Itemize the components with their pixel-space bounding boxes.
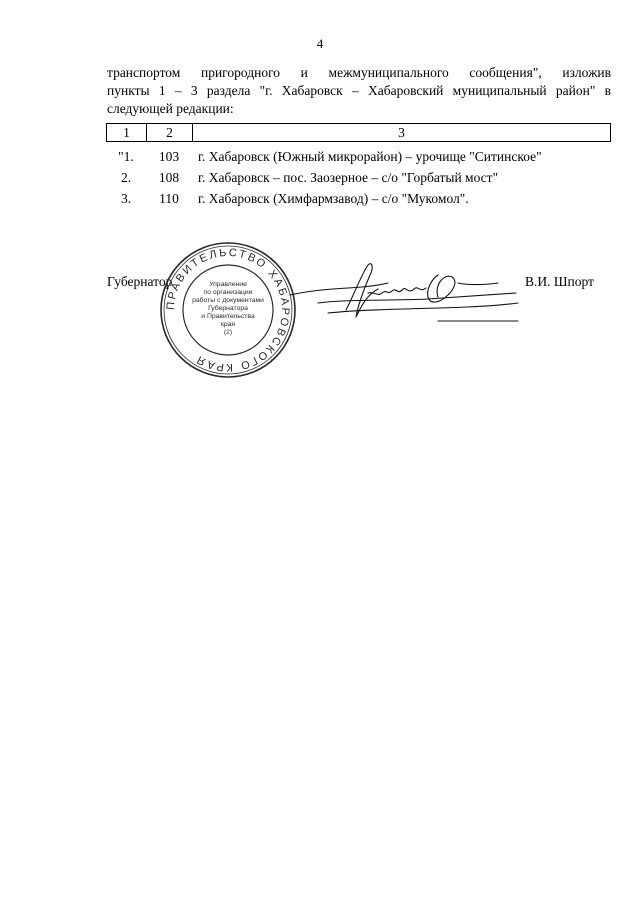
column-header-3: 3 xyxy=(193,124,611,142)
page-number: 4 xyxy=(316,36,324,51)
row-number: 3. xyxy=(120,190,132,206)
handwritten-signature-icon xyxy=(288,255,523,335)
route-list xyxy=(106,146,611,209)
seal-center-line: и Правительства xyxy=(201,313,255,320)
signatory-name: В.И. Шпорт xyxy=(525,274,594,289)
seal-ring-text: ПРАВИТЕЛЬСТВО ХАБАРОВСКОГО КРАЯ xyxy=(164,246,292,374)
route-code: 110 xyxy=(159,190,179,206)
row-number: 2. xyxy=(120,169,132,185)
intro-paragraph xyxy=(107,64,611,118)
intro-line: пункты 1 – 3 раздела "г. Хабаровск – Хабаровский муниципальный район" в xyxy=(107,83,611,98)
table-header xyxy=(106,123,611,142)
seal-center-line: (2) xyxy=(223,329,233,336)
column-header-2: 2 xyxy=(147,124,193,142)
seal-center-line: по организации xyxy=(203,289,253,296)
seal-center-line: Губернатора xyxy=(208,305,248,312)
signatory-title: Губернатор xyxy=(107,274,173,289)
table-row xyxy=(106,188,611,209)
intro-line: транспортом пригородного и межмуниципального сообщения", изложив xyxy=(107,65,611,80)
row-number: "1. xyxy=(118,148,134,164)
route-code: 103 xyxy=(158,148,180,164)
route-code: 108 xyxy=(158,169,180,185)
route-description: г. Хабаровск (Химфармзавод) – с/о "Мукомол". xyxy=(198,190,469,206)
route-description: г. Хабаровск – пос. Заозерное – с/о "Горбатый мост" xyxy=(198,169,499,185)
seal-center-line: работы с документами xyxy=(192,297,264,304)
table-row xyxy=(106,167,611,188)
seal-center-line: края xyxy=(220,321,236,328)
intro-line: следующей редакции: xyxy=(107,101,234,116)
column-header-1: 1 xyxy=(107,124,147,142)
table-row xyxy=(106,146,611,167)
seal-center-line: Управление xyxy=(209,281,247,288)
route-description: г. Хабаровск (Южный микрорайон) – урочище "Ситинское" xyxy=(198,148,542,164)
official-seal-icon xyxy=(158,240,298,380)
